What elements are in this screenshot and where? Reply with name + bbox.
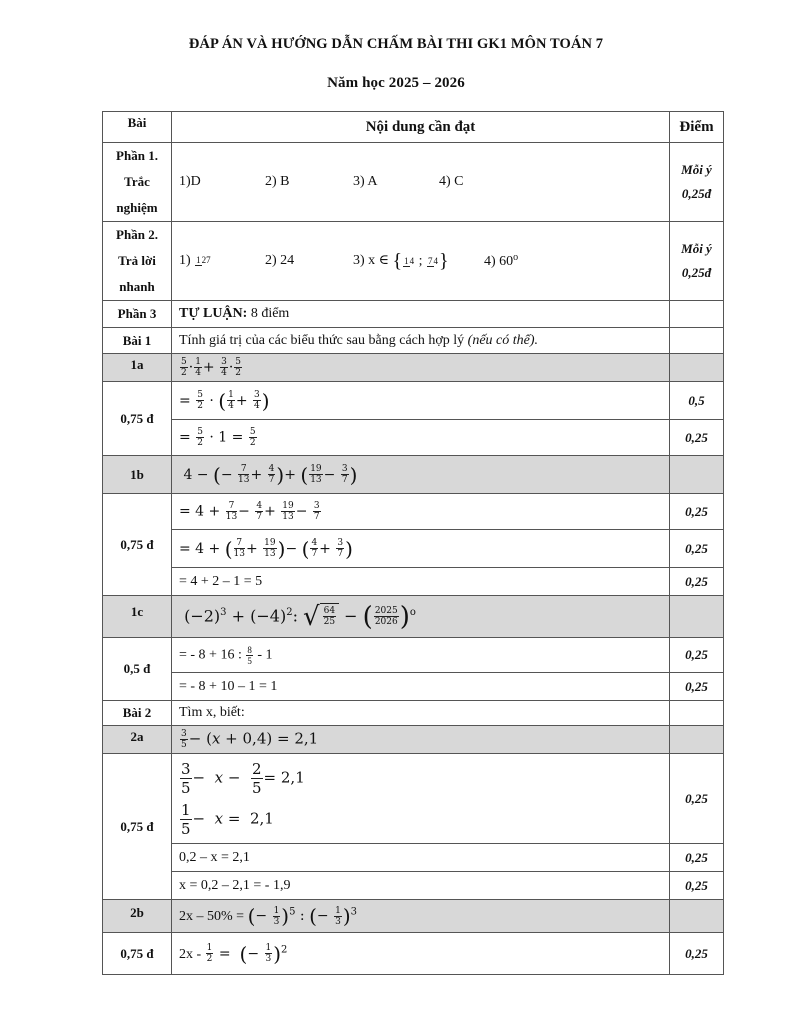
q1b-step2: = 4 + ( $\frac{7}{13}$ + $\frac{19}{13}$ )− ( $\frac{4}{7}$ + $\frac{3}{7}$ ) — [172, 530, 670, 568]
bai1-row — [103, 328, 724, 354]
q1b-step2-row — [103, 530, 724, 568]
q1c-step2-row — [103, 673, 724, 701]
school-year: Năm học 2025 – 2026 — [327, 75, 465, 91]
part1-label: Phần 1. Trắc nghiệm — [103, 143, 172, 222]
q1c-step2: = - 8 + 10 – 1 = 1 — [172, 673, 670, 701]
q1c-step1: = - 8 + 16 : $\frac{8}{5}$ - 1 — [172, 638, 670, 673]
q1a-label: 1a — [103, 354, 172, 382]
q1b-step3: = 4 + 2 – 1 = 5 — [172, 568, 670, 596]
q2a-step1: $\frac{3}{5}$ − x − $\frac{2}{5}$ = 2,1 $\frac{1}{5}$ − x = 2,1 — [172, 754, 670, 844]
q2a-label: 2a — [103, 726, 172, 754]
q2b-sub-score: 0,75 đ — [103, 933, 172, 975]
q2a-step3: x = 0,2 – 2,1 = - 1,9 — [172, 872, 670, 900]
q1a-step1: = $\frac{5}{2}$ · ( $\frac{1}{4}$ + $\frac{3}{4}$ ) — [172, 382, 670, 420]
q2b-label: 2b — [103, 900, 172, 933]
part3-heading: TỰ LUẬN: 8 điểm — [172, 301, 670, 328]
table-header-row — [103, 112, 724, 143]
q1b-sub-score: 0,75 đ — [103, 494, 172, 596]
q1a-row — [103, 354, 724, 382]
q2b-row — [103, 900, 724, 933]
bai2-label: Bài 2 — [103, 701, 172, 726]
q1c-label: 1c — [103, 596, 172, 638]
q2a-step2-row — [103, 844, 724, 872]
q1c-score2: 0,25 — [670, 673, 724, 701]
part2-answers: 1) 127 2) 24 3) x ∈ { 14 ; 74} 4) 60$^o$ — [172, 222, 670, 301]
q2a-score1: 0,25 — [670, 754, 724, 844]
q1a-expression: $\frac{5}{2}$ · $\frac{1}{4}$ + $\frac{3}{4}$ · $\frac{5}{2}$ — [172, 354, 670, 382]
q1a-step2: = $\frac{5}{2}$ · 1 = $\frac{5}{2}$ — [172, 420, 670, 456]
q1b-expression: 4 − (− $\frac{7}{13}$ + $\frac{4}{7}$ )+ ( $\frac{19}{13}$ − $\frac{3}{7}$ ) — [172, 456, 670, 494]
q1b-step3-row — [103, 568, 724, 596]
part3-row — [103, 301, 724, 328]
q1a-score1: 0,5 — [670, 382, 724, 420]
answer-table — [102, 111, 724, 975]
part2-row — [103, 222, 724, 301]
part1-row — [103, 143, 724, 222]
col-bai-header: Bài — [103, 112, 172, 143]
bai1-label: Bài 1 — [103, 328, 172, 354]
q1b-step1-row — [103, 494, 724, 530]
page-title: ĐÁP ÁN VÀ HƯỚNG DẪN CHẤM BÀI THI GK1 MÔN TOÁN 7 — [188, 36, 604, 52]
q2a-step2: 0,2 – x = 2,1 — [172, 844, 670, 872]
q2b-score1: 0,25 — [670, 933, 724, 975]
bai2-instruction: Tìm x, biết: — [172, 701, 670, 726]
q1b-row — [103, 456, 724, 494]
q2b-step1-row — [103, 933, 724, 975]
q1c-score1: 0,25 — [670, 638, 724, 673]
part1-answers: 1)D 2) B 3) A 4) C — [172, 143, 670, 222]
q2b-step1: 2x - $\frac{1}{2}$ = (− $\frac{1}{3}$ )$^2$ — [172, 933, 670, 975]
q1b-score1: 0,25 — [670, 494, 724, 530]
q2a-step1-row — [103, 754, 724, 844]
q1c-sub-score: 0,5 đ — [103, 638, 172, 701]
q1a-step1-row — [103, 382, 724, 420]
col-content-header: Nội dung cần đạt — [172, 112, 670, 143]
q1a-sub-score: 0,75 đ — [103, 382, 172, 456]
part2-score: Mỗi ý 0,25đ — [670, 222, 724, 301]
q2a-expression: $\frac{3}{5}$ − (x + 0,4) = 2,1 — [172, 726, 670, 754]
q1a-score2: 0,25 — [670, 420, 724, 456]
q1b-score3: 0,25 — [670, 568, 724, 596]
q2a-step3-row — [103, 872, 724, 900]
q1c-step1-row — [103, 638, 724, 673]
q1b-label: 1b — [103, 456, 172, 494]
q2a-score2: 0,25 — [670, 844, 724, 872]
part1-score: Mỗi ý 0,25đ — [670, 143, 724, 222]
q2a-row — [103, 726, 724, 754]
q1c-row — [103, 596, 724, 638]
bai2-row — [103, 701, 724, 726]
q1c-expression: $(-2)^3 + (-4)^2$: √ $\frac{64}{25}$ − ( $\frac{2025}{2026}$ )$^o$ — [172, 596, 670, 638]
bai1-instruction: Tính giá trị của các biểu thức sau bằng cách hợp lý (nếu có thể). — [172, 328, 670, 354]
part3-label: Phần 3 — [103, 301, 172, 328]
q1a-step2-row — [103, 420, 724, 456]
q1b-step1: = 4 + $\frac{7}{13}$ − $\frac{4}{7}$ + $\frac{19}{13}$ − $\frac{3}{7}$ — [172, 494, 670, 530]
col-score-header: Điểm — [670, 112, 724, 143]
part2-label: Phần 2. Trả lời nhanh — [103, 222, 172, 301]
q2a-sub-score: 0,75 đ — [103, 754, 172, 900]
q2a-score3: 0,25 — [670, 872, 724, 900]
q2b-expression: 2x – 50% = (− $\frac{1}{3}$ )$^5$ : (− $\frac{1}{3}$ )$^3$ — [172, 900, 670, 933]
q1b-score2: 0,25 — [670, 530, 724, 568]
